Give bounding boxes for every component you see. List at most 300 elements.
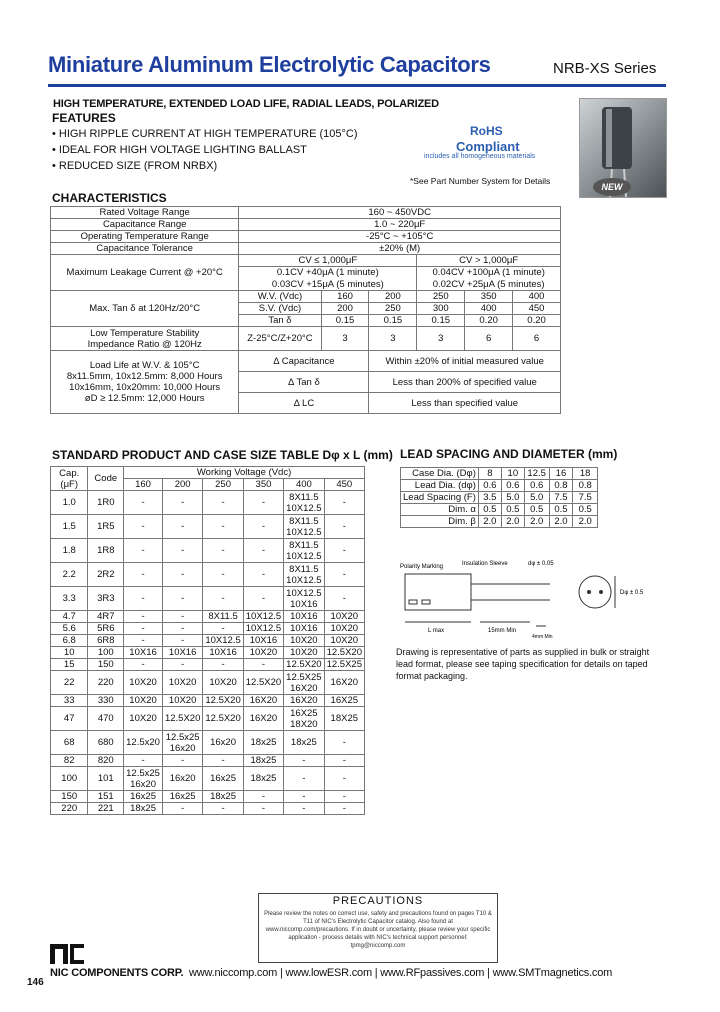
tan-cell: 160	[321, 291, 369, 303]
polarity-label: Polarity Marking	[400, 564, 444, 570]
lead-row	[401, 480, 598, 492]
header-wv: Working Voltage (Vdc)	[124, 467, 365, 479]
cell-size	[243, 659, 283, 671]
loadlife-key: Δ Capacitance	[239, 351, 369, 372]
size-value: 8X11.5	[289, 563, 319, 575]
cell-size	[324, 611, 364, 623]
lead-value: 7.5	[549, 492, 573, 504]
cell-cap: 1.8	[51, 539, 88, 563]
lead-row	[401, 516, 598, 528]
leakage-h1: CV ≤ 1,000μF	[239, 255, 417, 267]
lead-label: Dim. β	[401, 516, 479, 528]
size-value: 10X12.5	[286, 526, 322, 538]
lead-value: 0.6	[524, 480, 549, 492]
size-value: -	[221, 803, 225, 814]
cell-size	[162, 515, 202, 539]
char-label: Capacitance Range	[51, 219, 239, 231]
cell-size	[203, 731, 243, 755]
cell-code: 3R3	[88, 587, 124, 611]
cell-size	[162, 539, 202, 563]
loadlife-label	[51, 351, 239, 414]
lead-value: 7.5	[573, 492, 598, 504]
size-value: -	[141, 521, 145, 532]
cell-size	[284, 587, 324, 611]
cell-size	[284, 539, 324, 563]
cell-size	[243, 587, 283, 611]
cell-size	[243, 803, 283, 815]
size-value: -	[302, 755, 306, 766]
cell-size	[324, 803, 364, 815]
size-value: 8X11.5	[208, 611, 238, 622]
size-value: 12.5X20	[205, 713, 241, 724]
size-value: 10X20	[129, 695, 157, 706]
size-value: 10X20	[168, 677, 197, 688]
size-value: -	[342, 545, 346, 556]
cell-size	[284, 515, 324, 539]
cell-size	[203, 695, 243, 707]
cell-cap: 220	[51, 803, 88, 815]
cell-size	[124, 563, 163, 587]
size-value: -	[181, 623, 185, 634]
size-value: 12.5x25	[126, 767, 160, 779]
header-voltage: 350	[243, 479, 283, 491]
lead-value: 2.0	[524, 516, 549, 528]
cell-size	[284, 563, 324, 587]
cell-code: 151	[88, 791, 124, 803]
size-value: 10X20	[209, 677, 237, 688]
size-value: 12.5X20	[286, 659, 322, 670]
table-row	[51, 491, 365, 515]
cell-cap: 5.6	[51, 623, 88, 635]
company-name: NIC COMPONENTS CORP.	[50, 967, 184, 979]
size-value: -	[141, 623, 145, 634]
cell-size	[203, 611, 243, 623]
precautions-text: Please review the notes on correct use, safety and precautions found on pages T10 & T11 of NIC's Electrolytic Capacitor catalog. Also found at www.niccomp.com/precautions. If in doubt or uncertainty, please review your specific application - process details with NIC's technical support personnel: tpmg@niccomp.com	[264, 911, 492, 949]
loadlife-key: Δ Tan δ	[239, 372, 369, 393]
footer-line	[50, 967, 612, 979]
page-number: 146	[27, 977, 44, 988]
sleeve-label: Insulation Sleeve	[462, 561, 508, 567]
cell-cap: 47	[51, 707, 88, 731]
cell-size	[284, 803, 324, 815]
cell-size	[203, 707, 243, 731]
spacing-label: 4mm Min	[532, 634, 553, 640]
cell-size	[324, 491, 364, 515]
cell-size	[284, 695, 324, 707]
cell-size	[284, 767, 324, 791]
features-heading: FEATURES	[52, 111, 116, 125]
cell-size	[324, 791, 364, 803]
subtitle: HIGH TEMPERATURE, EXTENDED LOAD LIFE, RADIAL LEADS, POLARIZED	[53, 98, 439, 110]
cell-code: 221	[88, 803, 124, 815]
table-row	[51, 635, 365, 647]
size-value: -	[221, 569, 225, 580]
table-row	[51, 731, 365, 755]
feature-item: • HIGH RIPPLE CURRENT AT HIGH TEMPERATURE (105°C)	[52, 128, 358, 140]
lowtemp-label	[51, 327, 239, 351]
size-value: -	[261, 521, 266, 532]
cell-size	[124, 491, 163, 515]
table-row	[51, 539, 365, 563]
size-value: 10X16	[249, 635, 278, 646]
size-value: 10X20	[129, 677, 157, 688]
size-value: -	[342, 773, 346, 784]
header-cap-line: (μF)	[60, 478, 79, 490]
size-value: 16X20	[290, 682, 318, 694]
cell-size	[243, 767, 283, 791]
cell-size	[162, 707, 202, 731]
cell-size	[243, 731, 283, 755]
size-value: -	[141, 611, 145, 622]
cell-size	[243, 671, 283, 695]
cell-size	[162, 791, 202, 803]
cell-size	[203, 539, 243, 563]
cell-cap: 33	[51, 695, 88, 707]
cell-size	[324, 623, 364, 635]
lead-value: 2.0	[478, 516, 501, 528]
tan-cell: 200	[369, 291, 417, 303]
size-value: 18x25	[210, 791, 236, 802]
char-value: 1.0 ~ 220μF	[239, 219, 561, 231]
cell-size	[284, 623, 324, 635]
size-value: -	[342, 755, 346, 766]
cell-size	[162, 659, 202, 671]
cell-size	[243, 611, 283, 623]
tan-cell: 400	[465, 303, 513, 315]
size-value: -	[342, 521, 346, 532]
size-value: 16x20	[210, 737, 236, 748]
leakage-a2: 0.03CV +15μA (5 minutes)	[239, 279, 417, 291]
header-cap	[51, 467, 88, 491]
cell-size	[203, 587, 243, 611]
lead-value: 0.6	[501, 480, 524, 492]
lowtemp-value: 3	[321, 327, 369, 351]
cell-size	[203, 671, 243, 695]
cell-size	[203, 803, 243, 815]
loadlife-line: Load Life at W.V. & 105°C	[89, 360, 200, 371]
size-value: -	[221, 545, 225, 556]
cell-size	[243, 791, 283, 803]
tan-cell: 0.15	[321, 315, 369, 327]
cell-size	[162, 671, 202, 695]
size-value: -	[261, 803, 266, 814]
cell-size	[124, 755, 163, 767]
size-value: 10X12.5	[286, 587, 322, 599]
lowtemp-cond: Z-25°C/Z+20°C	[239, 327, 321, 351]
lead-row	[401, 492, 598, 504]
min-length-label: 15mm Min	[488, 628, 517, 634]
size-value: -	[181, 497, 185, 508]
cell-size	[284, 611, 324, 623]
cell-code: 330	[88, 695, 124, 707]
table-row	[51, 767, 365, 791]
cell-size	[284, 491, 324, 515]
size-value: 16X25	[290, 707, 318, 719]
cell-size	[324, 659, 364, 671]
cell-code: 100	[88, 647, 124, 659]
size-value: 10X12.5	[286, 574, 322, 586]
size-value: 10X16	[290, 598, 318, 610]
cell-size	[284, 671, 324, 695]
cell-code: 6R8	[88, 635, 124, 647]
tan-cell: 0.20	[513, 315, 561, 327]
feature-item: • REDUCED SIZE (FROM NRBX)	[52, 160, 218, 172]
size-value: 10X12.5	[245, 611, 282, 622]
cell-code: 2R2	[88, 563, 124, 587]
cell-size	[284, 635, 324, 647]
size-value: -	[261, 659, 266, 670]
size-value: -	[342, 497, 346, 508]
loadlife-value: Within ±20% of initial measured value	[369, 351, 561, 372]
size-value: 10X12.5	[286, 502, 322, 514]
size-value: 10X20	[330, 635, 359, 646]
cell-size	[162, 731, 202, 755]
lowtemp-label-line: Low Temperature Stability	[90, 327, 200, 339]
size-value: 18x25	[250, 755, 277, 766]
leakage-h2: CV > 1,000μF	[417, 255, 561, 267]
cell-size	[124, 635, 163, 647]
header-voltage: 450	[324, 479, 364, 491]
cell-cap: 15	[51, 659, 88, 671]
size-value: -	[181, 611, 185, 622]
lead-value: 0.5	[549, 504, 573, 516]
cell-cap: 100	[51, 767, 88, 791]
loadlife-line: 8x11.5mm, 10x12.5mm: 8,000 Hours	[66, 371, 223, 382]
cell-size	[203, 767, 243, 791]
cell-size	[324, 515, 364, 539]
table-row	[51, 587, 365, 611]
size-value: 16x20	[169, 742, 196, 754]
table-row	[51, 803, 365, 815]
size-value: -	[141, 497, 145, 508]
cell-size	[243, 515, 283, 539]
size-value: -	[342, 803, 346, 814]
size-value: -	[302, 791, 306, 802]
cell-size	[162, 635, 202, 647]
lead-value: 0.5	[524, 504, 549, 516]
cell-code: 4R7	[88, 611, 124, 623]
series-name: NRB-XS Series	[553, 60, 657, 77]
size-value: -	[342, 593, 346, 604]
size-value: -	[221, 521, 225, 532]
header-voltage: 250	[203, 479, 243, 491]
cell-size	[203, 515, 243, 539]
cell-size	[124, 539, 163, 563]
lead-value: 5.0	[501, 492, 524, 504]
cell-size	[203, 623, 243, 635]
cell-size	[162, 803, 202, 815]
size-value: -	[181, 593, 185, 604]
lead-value: 5.0	[524, 492, 549, 504]
size-value: 10X12.5	[286, 550, 322, 562]
size-value: -	[342, 569, 346, 580]
cell-size	[162, 755, 202, 767]
cell-size	[124, 731, 163, 755]
size-value: -	[342, 737, 346, 748]
cell-size	[124, 659, 163, 671]
cell-size	[203, 635, 243, 647]
lead-row	[401, 504, 598, 516]
cell-size	[124, 803, 163, 815]
size-value: -	[181, 659, 185, 670]
char-value: -25°C ~ +105°C	[239, 231, 561, 243]
cell-size	[284, 791, 324, 803]
cell-size	[324, 635, 364, 647]
cell-size	[243, 563, 283, 587]
table-row	[51, 515, 365, 539]
title-rule	[48, 84, 666, 87]
size-value: -	[141, 593, 145, 604]
size-value: 12.5x20	[126, 737, 160, 748]
size-value: 8X11.5	[289, 539, 319, 551]
lead-value: 0.5	[478, 504, 501, 516]
size-value: 10X20	[290, 635, 318, 646]
characteristics-table	[50, 206, 561, 414]
tan-cell: 0.15	[417, 315, 465, 327]
size-value: 10X20	[129, 713, 157, 724]
lead-label: Dim. α	[401, 504, 479, 516]
cell-cap: 4.7	[51, 611, 88, 623]
cell-size	[324, 707, 364, 731]
lead-value: 18	[573, 468, 598, 480]
cell-size	[162, 563, 202, 587]
cell-size	[124, 791, 163, 803]
size-value: -	[221, 497, 225, 508]
cell-code: 150	[88, 659, 124, 671]
characteristics-heading: CHARACTERISTICS	[52, 191, 167, 205]
lead-value: 2.0	[549, 516, 573, 528]
lead-value: 2.0	[573, 516, 598, 528]
size-value: -	[221, 755, 225, 766]
size-value: -	[261, 791, 266, 802]
cell-size	[203, 659, 243, 671]
size-value: 10X20	[330, 623, 359, 634]
table-row	[51, 671, 365, 695]
cell-cap: 2.2	[51, 563, 88, 587]
lead-label: Lead Dia. (dφ)	[401, 480, 479, 492]
char-row	[51, 207, 561, 219]
size-value: 10X20	[290, 647, 318, 658]
size-value: -	[181, 569, 185, 580]
size-value: -	[141, 755, 145, 766]
cell-size	[124, 647, 163, 659]
size-value: 10X12.5	[205, 635, 241, 646]
rohs-compliant: Compliant	[456, 139, 520, 154]
size-value: 12.5x25	[165, 731, 200, 743]
table-row	[51, 623, 365, 635]
loadlife-line: 10x16mm, 10x20mm: 10,000 Hours	[69, 382, 221, 393]
size-value: -	[302, 803, 306, 814]
standard-product-table	[50, 466, 365, 815]
cell-size	[124, 695, 163, 707]
size-value: -	[261, 569, 266, 580]
cell-size	[124, 611, 163, 623]
size-value: 16x20	[169, 773, 196, 784]
table-row	[51, 791, 365, 803]
feature-item: • IDEAL FOR HIGH VOLTAGE LIGHTING BALLAST	[52, 144, 307, 156]
lowtemp-value: 6	[465, 327, 513, 351]
header-voltage: 200	[162, 479, 202, 491]
cell-size	[203, 491, 243, 515]
size-value: 18x25	[250, 773, 277, 784]
size-value: -	[261, 593, 266, 604]
page-title: Miniature Aluminum Electrolytic Capacitors	[48, 52, 491, 77]
lowtemp-value: 3	[369, 327, 417, 351]
header-voltage: 160	[124, 479, 163, 491]
lead-value: 0.8	[549, 480, 573, 492]
size-value: -	[181, 521, 185, 532]
table-row	[51, 647, 365, 659]
cell-size	[284, 659, 324, 671]
lead-value: 0.8	[573, 480, 598, 492]
size-value: -	[221, 623, 225, 634]
table-row	[51, 563, 365, 587]
cell-size	[284, 731, 324, 755]
tan-cell: 250	[417, 291, 465, 303]
cell-cap: 68	[51, 731, 88, 755]
tan-label: Max. Tan δ at 120Hz/20°C	[51, 291, 239, 327]
size-value: -	[181, 545, 185, 556]
cell-code: 220	[88, 671, 124, 695]
cell-size	[203, 563, 243, 587]
precautions-heading: PRECAUTIONS	[332, 895, 424, 907]
cell-size	[243, 707, 283, 731]
cell-size	[124, 587, 163, 611]
size-value: -	[181, 803, 185, 814]
dimension-drawing	[400, 556, 670, 642]
tan-cell: Tan δ	[239, 315, 321, 327]
tan-cell: 250	[369, 303, 417, 315]
lowtemp-value: 3	[417, 327, 465, 351]
cell-code: 1R0	[88, 491, 124, 515]
size-value: 16X20	[249, 695, 278, 706]
new-badge: NEW	[593, 178, 631, 196]
size-value: 8X11.5	[289, 491, 319, 503]
cell-code: 820	[88, 755, 124, 767]
cell-size	[162, 695, 202, 707]
size-value: 10X16	[129, 647, 157, 658]
size-value: -	[302, 773, 306, 784]
lead-value: 8	[478, 468, 501, 480]
cell-size	[124, 515, 163, 539]
size-value: 10X20	[330, 611, 359, 622]
char-value: ±20% (M)	[239, 243, 561, 255]
cell-size	[243, 539, 283, 563]
cell-size	[324, 767, 364, 791]
cell-code: 5R6	[88, 623, 124, 635]
lead-dia-label: dφ ± 0.05	[528, 561, 554, 567]
size-value: 10X20	[249, 647, 278, 658]
size-value: 18x25	[130, 803, 156, 814]
cell-size	[124, 767, 163, 791]
part-number-note: *See Part Number System for Details	[410, 176, 551, 186]
cell-size	[243, 491, 283, 515]
nic-logo	[50, 942, 86, 966]
cell-cap: 1.5	[51, 515, 88, 539]
loadlife-value: Less than 200% of specified value	[369, 372, 561, 393]
lead-value: 12.5	[524, 468, 549, 480]
cell-cap: 10	[51, 647, 88, 659]
tan-cell: 400	[513, 291, 561, 303]
cell-size	[324, 647, 364, 659]
lead-value: 10	[501, 468, 524, 480]
lowtemp-value: 6	[513, 327, 561, 351]
lead-value: 0.5	[573, 504, 598, 516]
rohs-note: includes all homogeneous materials	[424, 153, 536, 160]
lead-value: 2.0	[501, 516, 524, 528]
cell-size	[203, 791, 243, 803]
size-value: -	[141, 635, 145, 646]
